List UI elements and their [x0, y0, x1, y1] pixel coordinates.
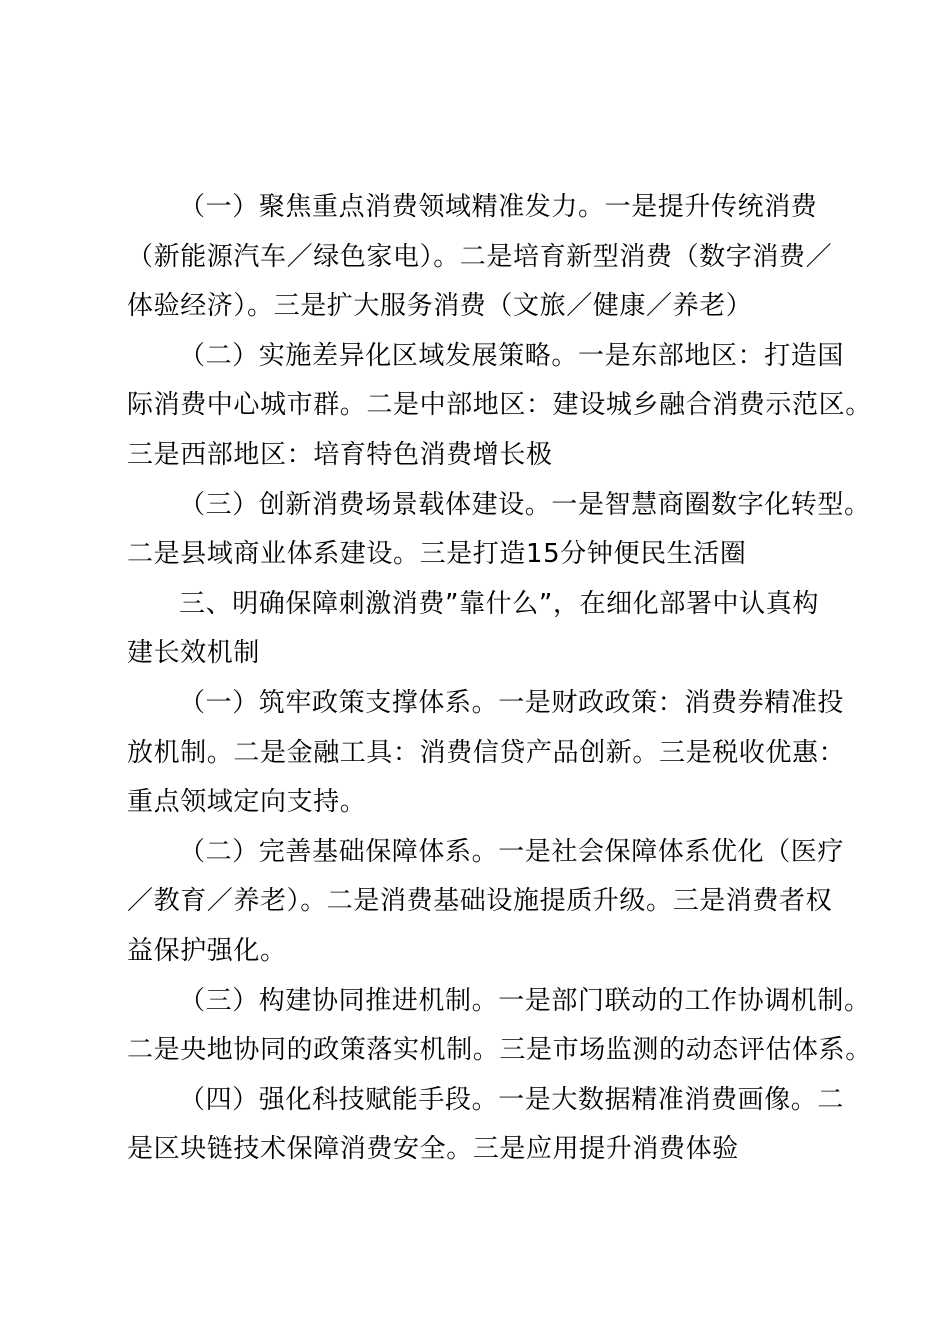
paragraph: [127, 1076, 847, 1175]
paragraph: [127, 183, 847, 332]
text-line: 放机制。二是金融工具：消费信贷产品创新。三是税收优惠：: [127, 737, 846, 768]
paragraph: [127, 828, 847, 977]
text-line: （二）完善基础保障体系。一是社会保障体系优化（医疗: [179, 836, 845, 867]
text-line: 际消费中心城市群。二是中部地区：建设城乡融合消费示范区。: [127, 390, 872, 421]
paragraph: [127, 679, 847, 828]
text-line: 三是西部地区：培育特色消费增长极: [127, 439, 553, 470]
text-line: 体验经济）。三是扩大服务消费（文旅／健康／养老）: [127, 291, 753, 322]
text-line: （四）强化科技赋能手段。一是大数据精准消费画像。二: [179, 1084, 845, 1115]
text-line: 重点领域定向支持。: [127, 787, 367, 818]
text-line: （一）聚焦重点消费领域精准发力。一是提升传统消费: [179, 192, 818, 222]
text-line: 二是央地协同的政策落实机制。三是市场监测的动态评估体系。: [127, 1035, 872, 1066]
paragraph: [127, 332, 872, 481]
text-line: ／教育／养老）。二是消费基础设施提质升级。三是消费者权: [127, 886, 833, 917]
text-line: 益保护强化。: [127, 935, 287, 966]
text-line: （新能源汽车／绿色家电）。二是培育新型消费（数字消费／: [127, 241, 833, 272]
text-line: 建长效机制: [127, 638, 261, 669]
section-heading: [127, 580, 847, 679]
text-line: 三、明确保障刺激消费”靠什么”，在细化部署中认真构: [179, 588, 819, 619]
text-line: （三）构建协同推进机制。一是部门联动的工作协调机制。: [179, 985, 871, 1016]
text-line: 是区块链技术保障消费安全。三是应用提升消费体验: [127, 1134, 739, 1165]
text-line: （三）创新消费场景载体建设。一是智慧商圈数字化转型。: [179, 489, 871, 520]
document-body: [127, 183, 872, 1175]
paragraph: [127, 481, 871, 580]
text-line: （二）实施差异化区域发展策略。一是东部地区：打造国: [179, 340, 845, 371]
text-line: （一）筑牢政策支撑体系。一是财政政策：消费券精准投: [179, 687, 845, 718]
paragraph: [127, 977, 872, 1076]
text-line: 二是县域商业体系建设。三是打造15分钟便民生活圈: [127, 539, 747, 570]
